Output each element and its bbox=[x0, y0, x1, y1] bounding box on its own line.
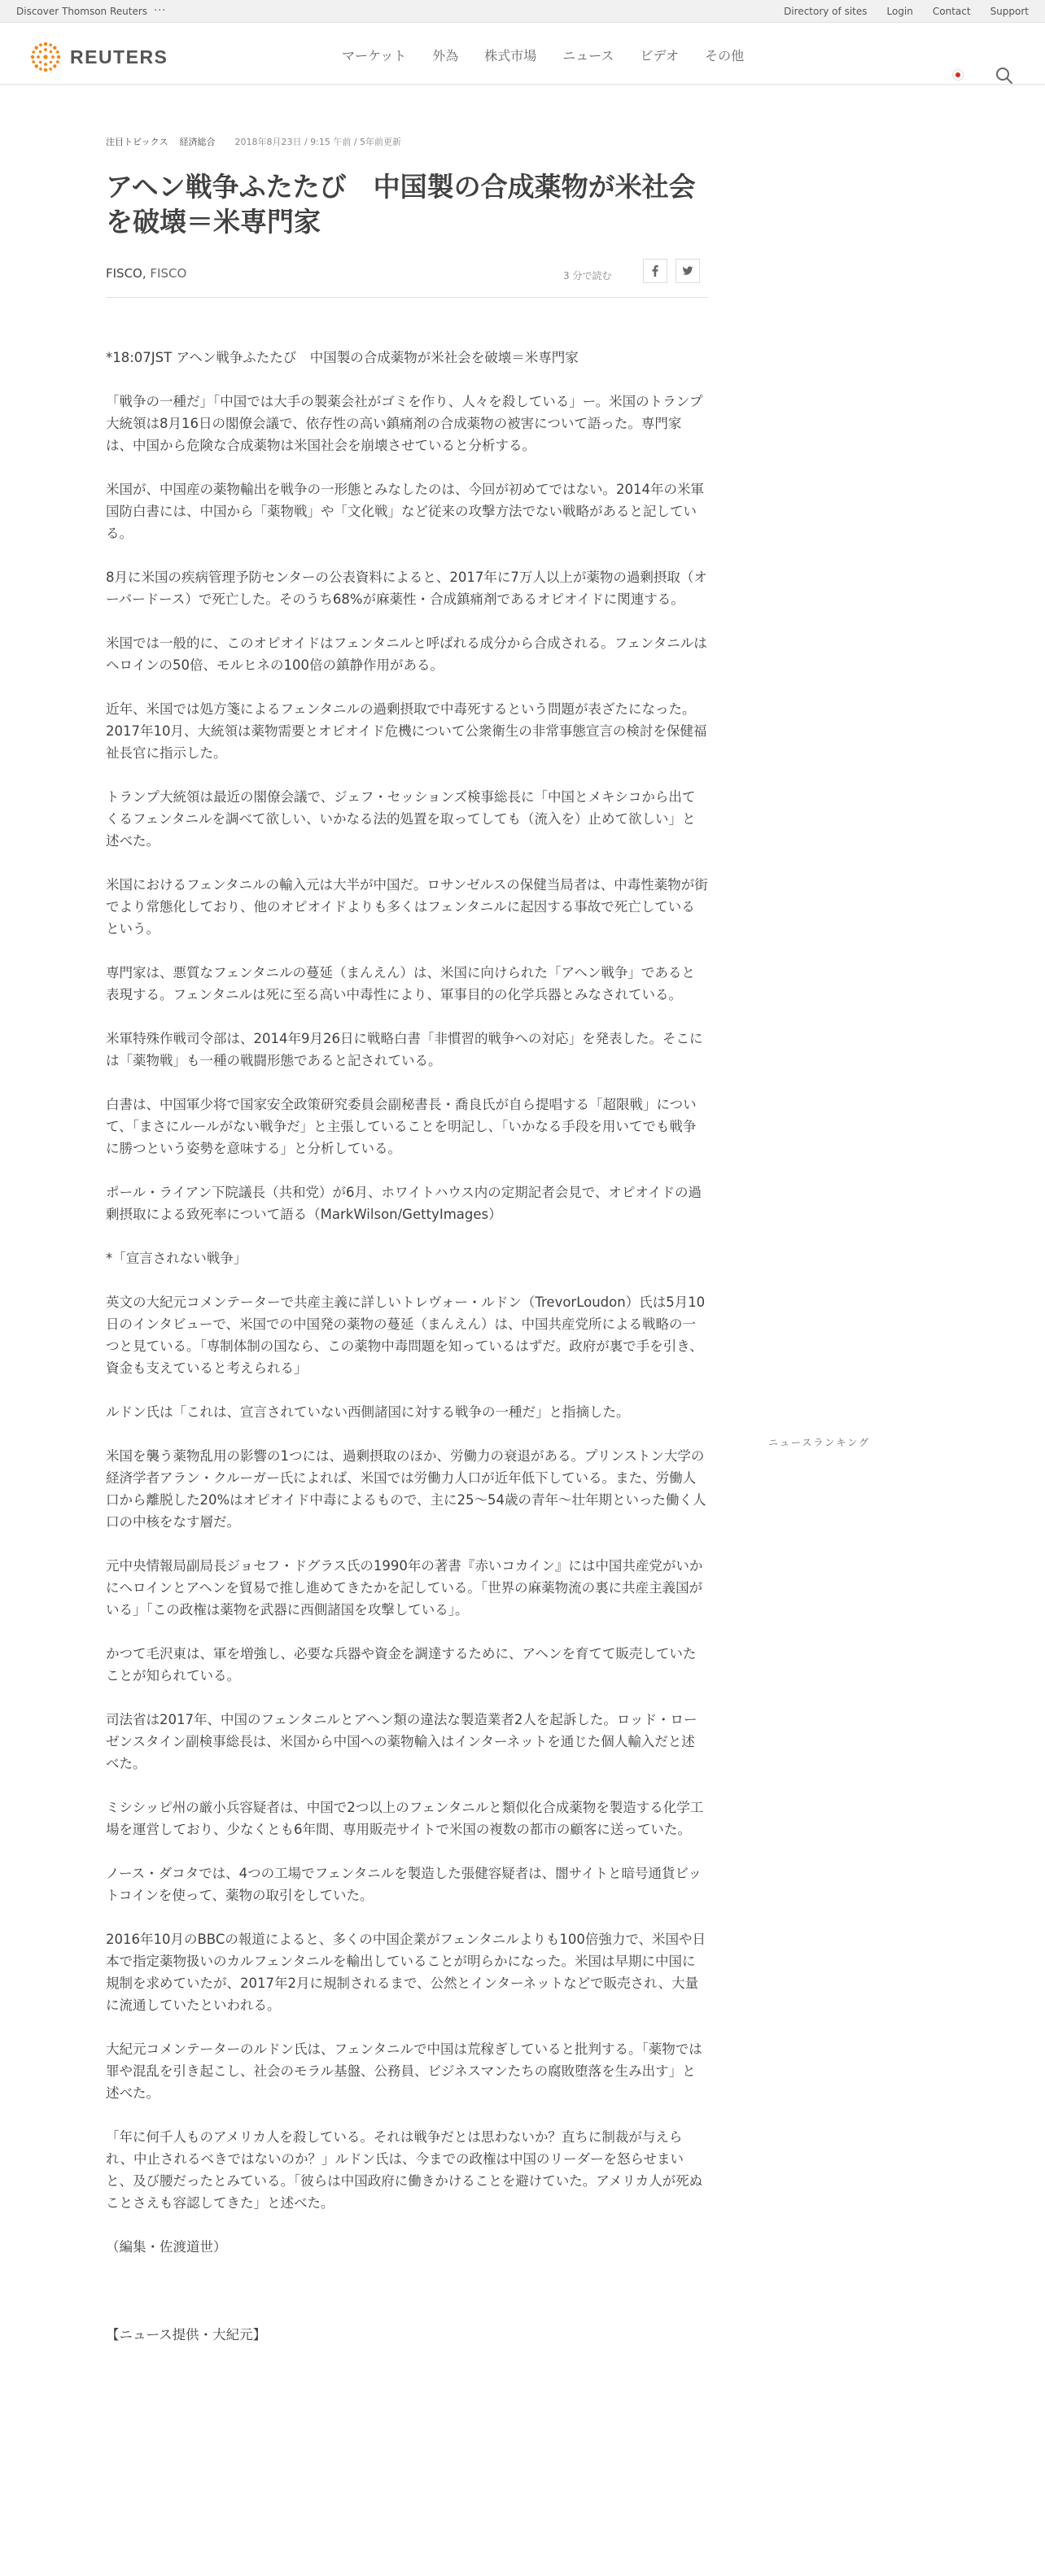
article-headline: アヘン戦争ふたたび 中国製の合成薬物が米社会を破壊＝米専門家 bbox=[106, 171, 696, 238]
article-paragraph: 元中央情報局副局長ジョセフ・ドグラス氏の1990年の著書『赤いコカイン』には中国共産党がいかにヘロインとアヘンを貿易で推し進めてきたかを記している。「世界の麻薬物流の裏に共産主義国がいる」「この政権は薬物を武器に西側諸国を攻撃している」。 bbox=[106, 1558, 703, 1618]
more-menu-icon[interactable]: ··· bbox=[154, 5, 167, 17]
read-time: 3 分で読む bbox=[563, 270, 612, 282]
twitter-share-button[interactable] bbox=[676, 259, 700, 283]
contact-link[interactable]: Contact bbox=[932, 6, 971, 17]
article-paragraph: 司法省は2017年、中国のフェンタニルとアヘン類の違法な製造業者2人を起訴した。ロッド・ローゼンスタイン副検事総長は、米国から中国への薬物輸入はインターネットを通じた個人輸入だと述べた。 bbox=[106, 1712, 697, 1771]
article bbox=[106, 135, 708, 2368]
article-paragraph: 「年に何千人ものアメリカ人を殺している。それは戦争だとは思わないか？直ちに制裁が与えられ、中止されるべきではないのか？」ルドン氏は、今までの政権は中国のリーダーを怒らせまいと、及び腰だったとみている。「彼らは中国政府に働きかけることを避けていた。アメリカ人が死ぬことさえも容認してきた」と述べた。 bbox=[106, 2129, 703, 2211]
article-paragraph: 英文の大紀元コメンテーターで共産主義に詳しいトレヴォー・ルドン（TrevorLoudon）氏は5月10日のインタビューで、米国での中国発の薬物の蔓延（まんえん）は、中国共産党所による戦略の一つと見ている。「専制体制の国なら、この薬物中毒問題を知っているはずだ。政府が裏で手を引き、資金も支えていると考えられる」 bbox=[106, 1295, 706, 1376]
spacer bbox=[106, 2280, 708, 2324]
news-source-credit: 【ニュース提供・大紀元】 bbox=[106, 2327, 267, 2342]
logo-wordmark: REUTERS bbox=[70, 46, 168, 68]
article-paragraph: 8月に米国の疾病管理予防センターの公表資料によると、2017年に7万人以上が薬物の過剰摂取（オーバードース）で死亡した。そのうち68%が麻薬性・合成鎮痛剤であるオピオイドに関連する。 bbox=[106, 570, 707, 607]
nav-item-more[interactable]: その他 bbox=[705, 48, 745, 63]
discover-thomson-reuters-link[interactable]: Discover Thomson Reuters bbox=[16, 6, 148, 17]
article-paragraph: かつて毛沢東は、軍を増強し、必要な兵器や資金を調達するために、アヘンを育てて販売していたことが知られている。 bbox=[106, 1646, 697, 1683]
nav-links bbox=[329, 46, 757, 64]
twitter-icon bbox=[682, 265, 693, 277]
article-paragraph: 専門家は、悪質なフェンタニルの蔓延（まんえん）は、米国に向けられた「アヘン戦争」であると表現する。フェンタニルは死に至る高い中毒性により、軍事目的の化学兵器とみなされている。 bbox=[106, 965, 695, 1002]
section-subheading: *「宣言されない戦争」 bbox=[106, 1251, 247, 1266]
article-paragraph: *18:07JST アヘン戦争ふたたび 中国製の合成薬物が米社会を破壊＝米専門家 bbox=[106, 350, 579, 365]
article-paragraph: 米国が、中国産の薬物輸出を戦争の一形態とみなしたのは、今回が初めてではない。2014年の米軍国防白書には、中国から「薬物戦」や「文化戦」など従来の攻撃方法でない戦略があると記している。 bbox=[106, 482, 704, 541]
flag-dot bbox=[955, 72, 960, 77]
reuters-logo-icon bbox=[29, 41, 62, 73]
article-paragraph: ノース・ダコタでは、4つの工場でフェンタニルを製造した張健容疑者は、闇サイトと暗号通貨ビットコインを使って、薬物の取引をしていた。 bbox=[106, 1866, 702, 1903]
news-ranking-heading: ニュースランキング bbox=[768, 1437, 871, 1448]
article-paragraph: 白書は、中国軍少将で国家安全政策研究委員会副秘書長・喬良氏が自ら提唱する「超限戦」について、「まさにルールがない戦争だ」と主張していることを明記し、「いかなる手段を用いてでも戦争に勝つという姿勢を意味する」と分析している。 bbox=[106, 1097, 697, 1156]
utility-left bbox=[16, 6, 166, 17]
article-paragraph: 大紀元コメンテーターのルドン氏は、フェンタニルで中国は荒稼ぎしていると批判する。「薬物では罪や混乱を引き起こし、社会のモラル基盤、公務員、ビジネスマンたちの腐敗堕落を生み出す」と述べた。 bbox=[106, 2041, 702, 2101]
nav-item-markets[interactable]: マーケット bbox=[342, 48, 407, 63]
byline-row bbox=[106, 260, 708, 298]
support-link[interactable]: Support bbox=[990, 6, 1029, 17]
search-icon[interactable] bbox=[995, 66, 1014, 85]
article-paragraph: ルドン氏は「これは、宣言されていない西側諸国に対する戦争の一種だ」と指摘した。 bbox=[106, 1404, 630, 1420]
article-date: 2018年8月23日 / 9:15 午前 / 5年前更新 bbox=[234, 137, 402, 147]
author-name-secondary: FISCO bbox=[150, 265, 187, 281]
facebook-share-button[interactable] bbox=[643, 259, 667, 283]
nav-item-video[interactable]: ビデオ bbox=[640, 48, 680, 63]
category-tag[interactable]: 経済総合 bbox=[179, 137, 216, 147]
article-paragraph: 米国では一般的に、このオピオイドはフェンタニルと呼ばれる成分から合成される。フェンタニルはヘロインの50倍、モルヒネの100倍の鎮静作用がある。 bbox=[106, 635, 707, 673]
article-paragraph: 2016年10月のBBCの報道によると、多くの中国企業がフェンタニルよりも100倍強力で、米国や日本で指定薬物扱いのカルフェンタニルを輸出していることが明らかになった。米国は早期に中国に規制を求めていたが、2017年2月に規制されるまで、公然とインターネットなどで販売され、大量に流通していたといわれる。 bbox=[106, 1932, 706, 2013]
directory-of-sites-link[interactable]: Directory of sites bbox=[784, 6, 868, 17]
facebook-icon bbox=[649, 265, 661, 277]
japan-flag-icon[interactable] bbox=[952, 69, 964, 81]
utility-bar bbox=[0, 0, 1045, 23]
nav-item-forex[interactable]: 外為 bbox=[432, 48, 459, 63]
editor-credit: （編集・佐渡道世） bbox=[106, 2239, 227, 2255]
reuters-logo[interactable] bbox=[29, 41, 168, 73]
article-paragraph: 米軍特殊作戦司令部は、2014年9月26日に戦略白書「非慣習的戦争への対応」を発表した。そこには「薬物戦」も一種の戦闘形態であると記されている。 bbox=[106, 1031, 703, 1068]
article-paragraph: 「戦争の一種だ」「中国では大手の製薬会社がゴミを作り、人々を殺している」ー。米国のトランプ大統領は8月16日の閣僚会議で、依存性の高い鎮痛剤の合成薬物の被害について語った。専門家は、中国から危険な合成薬物は米国社会を崩壊させていると分析する。 bbox=[106, 394, 703, 453]
article-paragraph: トランプ大統領は最近の閣僚会議で、ジェフ・セッションズ検事総長に「中国とメキシコから出てくるフェンタニルを調べて欲しい、いかなる法的処置を取ってしても（流入を）止めて欲しい」と述べた。 bbox=[106, 789, 696, 849]
author-name[interactable]: FISCO bbox=[106, 265, 142, 281]
article-paragraph: 米国におけるフェンタニルの輸入元は大半が中国だ。ロサンゼルスの保健当局者は、中毒性薬物が街でより常態化しており、他のオピオイドよりも多くはフェンタニルに起因する事故で死亡しているという。 bbox=[106, 877, 708, 937]
article-body bbox=[106, 347, 708, 2346]
article-paragraph: 近年、米国では処方箋によるフェンタニルの過剰摂取で中毒死するという問題が表ざたになった。2017年10月、大統領は薬物需要とオピオイド危機について公衆衛生の非常事態宣言の検討を保健福祉長官に指示した。 bbox=[106, 701, 707, 761]
main-nav bbox=[0, 23, 1045, 85]
photo-caption: ポール・ライアン下院議長（共和党）が6月、ホワイトハウス内の定期記者会見で、オピオイドの過剰摂取による致死率について語る（MarkWilson/GettyImages） bbox=[106, 1185, 702, 1222]
byline bbox=[106, 266, 186, 281]
utility-links bbox=[784, 6, 1029, 17]
login-link[interactable]: Login bbox=[886, 6, 913, 17]
nav-item-stocks[interactable]: 株式市場 bbox=[484, 48, 537, 63]
topic-tag[interactable]: 注目トピックス bbox=[106, 137, 168, 147]
article-paragraph: 米国を襲う薬物乱用の影響の1つには、過剰摂取のほか、労働力の衰退がある。プリンストン大学の経済学者アラン・クルーガー氏によれば、米国では労働力人口が近年低下している。また、労働人口から離脱した20%はオピオイド中毒によるもので、主に25〜54歳の青年〜壮年期といった働く人口の中核をなす層だ。 bbox=[106, 1448, 706, 1530]
article-meta bbox=[106, 135, 708, 148]
nav-item-news[interactable]: ニュース bbox=[562, 48, 614, 63]
byline-separator: , bbox=[142, 265, 151, 281]
article-paragraph: ミシシッピ州の厳小兵容疑者は、中国で2つ以上のフェンタニルと類似化合成薬物を製造する化学工場を運営しており、少なくとも6年間、専用販売サイトで米国の複数の都市の顧客に送っていた。 bbox=[106, 1800, 704, 1837]
